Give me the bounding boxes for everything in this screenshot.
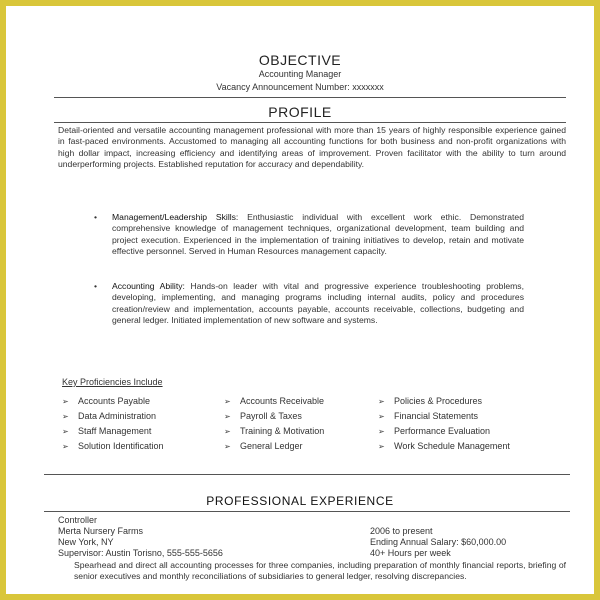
proficiency-column-3	[378, 394, 510, 454]
proficiency-item: ➢ Performance Evaluation	[378, 424, 510, 439]
proficiency-item: ➢ Accounts Receivable	[224, 394, 324, 409]
checkmark-icon: ➢	[62, 412, 69, 421]
proficiency-item: ➢ Staff Management	[62, 424, 164, 439]
divider	[44, 511, 570, 512]
bullet-text: Enthusiastic individual with excellent work ethic. Demonstrated comprehensive knowledge of management techniques, organizational development, team building and project execution. Experienced in the implementation of training initiatives to develop, retain and motivate effective personnel. Served in Human Resources management capacity.	[112, 212, 524, 256]
checkmark-icon: ➢	[62, 397, 69, 406]
proficiency-item: ➢ Accounts Payable	[62, 394, 164, 409]
bullet-heading: Management/Leadership Skills:	[112, 212, 239, 222]
checkmark-icon: ➢	[224, 397, 231, 406]
divider	[44, 474, 570, 475]
bullet-heading: Accounting Ability:	[112, 281, 185, 291]
proficiency-item: ➢ Training & Motivation	[224, 424, 324, 439]
proficiency-item: ➢ General Ledger	[224, 439, 324, 454]
objective-heading: OBJECTIVE	[258, 52, 342, 68]
profile-bullet-accounting	[94, 281, 524, 326]
experience-heading: PROFESSIONAL EXPERIENCE	[206, 494, 394, 508]
hours-info: 40+ Hours per week	[370, 548, 451, 558]
checkmark-icon: ➢	[62, 442, 69, 451]
checkmark-icon: ➢	[224, 412, 231, 421]
proficiency-item: ➢ Solution Identification	[62, 439, 164, 454]
profile-bullet-management	[94, 212, 524, 257]
bullet-icon: •	[94, 212, 98, 222]
objective-role: Accounting Manager	[258, 69, 342, 79]
proficiency-item: ➢ Financial Statements	[378, 409, 510, 424]
checkmark-icon: ➢	[62, 427, 69, 436]
bullet-icon: •	[94, 281, 98, 291]
divider	[54, 97, 566, 98]
checkmark-icon: ➢	[224, 427, 231, 436]
checkmark-icon: ➢	[224, 442, 231, 451]
profile-summary: Detail-oriented and versatile accounting management professional with more than 15 years of highly responsible experience gained in fast-paced environments. Accustomed to managing all accounting functions for both business and non-profit organizations with high dollar impact, increasing efficiency and identifying areas of improvement. Proven facilitator with the ability to turn around underperforming projects. Established reputation for accuracy and dependability.	[58, 125, 566, 169]
bullet-text: Hands-on leader with vital and progressive experience troubleshooting problems, developing, implementing, and managing programs including internal audits, policy and procedures creation/review and implementation, accounts payable, accounts receivable, collections, budgeting and general ledger. Initiated implementation of new software and systems.	[112, 281, 524, 325]
salary-info: Ending Annual Salary: $60,000.00	[370, 537, 507, 547]
checkmark-icon: ➢	[378, 412, 385, 421]
proficiency-item: ➢ Policies & Procedures	[378, 394, 510, 409]
proficiencies-heading: Key Proficiencies Include	[62, 377, 163, 387]
proficiency-column-1	[62, 394, 164, 454]
checkmark-icon: ➢	[378, 397, 385, 406]
resume-page	[14, 14, 586, 600]
proficiency-item: ➢ Payroll & Taxes	[224, 409, 324, 424]
employment-dates: 2006 to present	[370, 526, 433, 536]
proficiency-column-2	[224, 394, 324, 454]
company-location: New York, NY	[58, 537, 114, 547]
supervisor-info: Supervisor: Austin Torisno, 555-555-5656	[58, 548, 223, 558]
proficiency-item: ➢ Work Schedule Management	[378, 439, 510, 454]
company-name: Merta Nursery Farms	[58, 526, 144, 536]
divider	[54, 122, 566, 123]
checkmark-icon: ➢	[378, 442, 385, 451]
profile-heading: PROFILE	[268, 104, 332, 120]
vacancy-number: Vacancy Announcement Number: xxxxxxx	[216, 82, 384, 92]
checkmark-icon: ➢	[378, 427, 385, 436]
job-title: Controller	[58, 515, 98, 525]
proficiency-item: ➢ Data Administration	[62, 409, 164, 424]
job-description: Spearhead and direct all accounting processes for three companies, including preparation of monthly financial reports, briefing of senior executives and monthly reconciliations of subsidiaries to general ledger, resolving discrepancies.	[74, 560, 566, 581]
